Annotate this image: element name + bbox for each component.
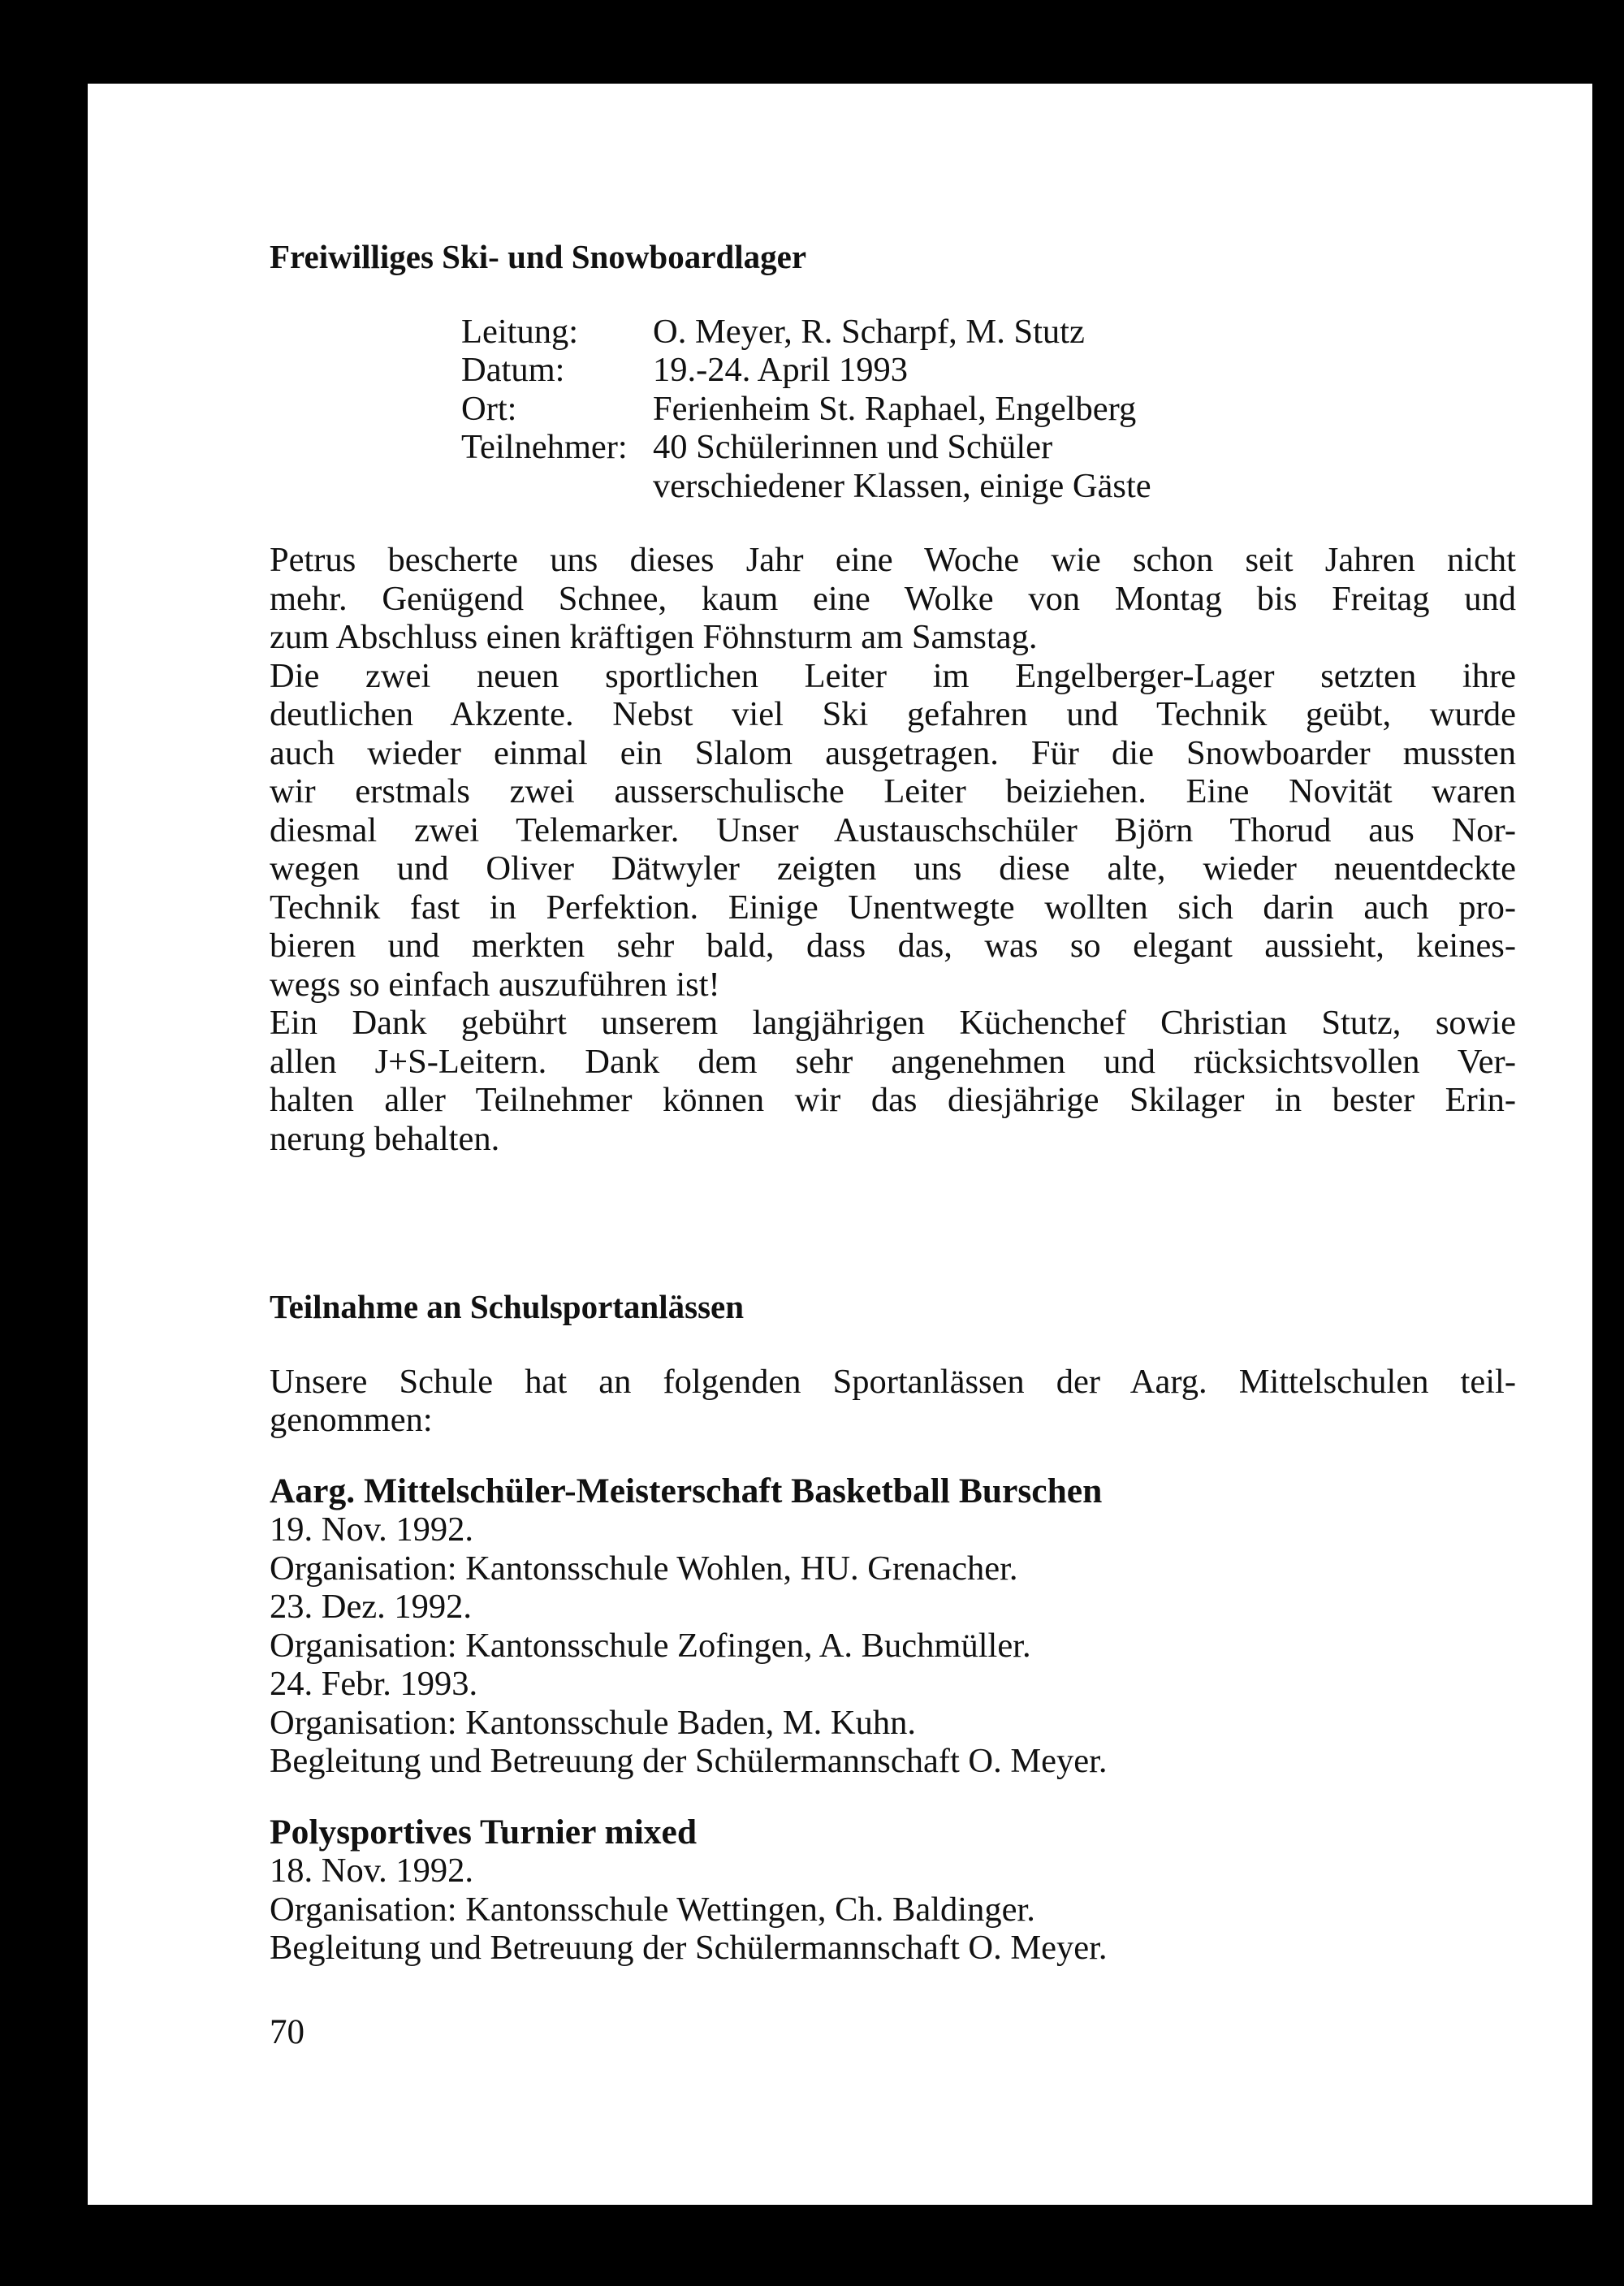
info-value: verschiedener Klassen, einige Gäste [653, 466, 1151, 505]
info-label: Teilnehmer: [461, 428, 628, 466]
report-line: Technik fast in Perfektion. Einige Unentwegte wollten sich darin auch pro- [270, 888, 1516, 927]
ski-camp-title: Freiwilliges Ski- und Snowboardlager [270, 238, 807, 275]
report-line: bieren und merkten sehr bald, dass das, was so elegant aussieht, keines- [270, 927, 1516, 965]
info-label: Ort: [461, 389, 517, 428]
basketball-section [270, 1472, 1516, 1781]
intro-line: genommen: [270, 1401, 433, 1439]
event-line: Organisation: Kantonsschule Baden, M. Kuhn. [270, 1703, 916, 1742]
info-label: Leitung: [461, 312, 578, 351]
report-line: Ein Dank gebührt unserem langjährigen Küchenchef Christian Stutz, sowie [270, 1004, 1516, 1042]
info-value: O. Meyer, R. Scharpf, M. Stutz [653, 312, 1085, 351]
polysport-title: Polysportives Turnier mixed [270, 1812, 698, 1852]
report-line: mehr. Genügend Schnee, kaum eine Wolke von Montag bis Freitag und [270, 579, 1516, 618]
info-row-teilnehmer-cont [461, 467, 1354, 506]
info-value: 19.-24. April 1993 [653, 351, 909, 389]
report-line: wegs so einfach auszuführen ist! [270, 965, 720, 1004]
event-line: Begleitung und Betreuung der Schülermannschaft O. Meyer. [270, 1742, 1108, 1780]
report-line: diesmal zwei Telemarker. Unser Austauschschüler Björn Thorud aus Nor- [270, 810, 1516, 849]
page-content [270, 238, 1516, 1968]
report-line: zum Abschluss einen kräftigen Föhnsturm am Samstag. [270, 618, 1038, 656]
info-label: Datum: [461, 351, 565, 389]
info-value: Ferienheim St. Raphael, Engelberg [653, 389, 1137, 428]
event-line: 23. Dez. 1992. [270, 1588, 473, 1626]
report-line: Die zwei neuen sportlichen Leiter im Engelberger-Lager setzten ihre [270, 656, 1516, 695]
event-line: Organisation: Kantonsschule Wettingen, Ch. Baldinger. [270, 1890, 1035, 1929]
report-line: wegen und Oliver Dätwyler zeigten uns diese alte, wieder neuentdeckte [270, 849, 1516, 888]
ski-camp-report [270, 541, 1516, 1158]
event-line: Organisation: Kantonsschule Zofingen, A. Buchmüller. [270, 1626, 1031, 1665]
event-line: 19. Nov. 1992. [270, 1510, 474, 1549]
report-line: halten aller Teilnehmer können wir das diesjährige Skilager in bester Erin- [270, 1081, 1516, 1119]
event-line: 24. Febr. 1993. [270, 1665, 478, 1703]
report-line: deutlichen Akzente. Nebst viel Ski gefahren und Technik geübt, wurde [270, 695, 1516, 733]
info-label [461, 467, 653, 506]
event-line: Begleitung und Betreuung der Schülermannschaft O. Meyer. [270, 1929, 1108, 1967]
info-row-datum [461, 351, 1354, 390]
info-row-leitung [461, 313, 1354, 352]
report-line: auch wieder einmal ein Slalom ausgetragen. Für die Snowboarder mussten [270, 733, 1516, 772]
document-page [88, 84, 1592, 2205]
event-line: Organisation: Kantonsschule Wohlen, HU. Grenacher. [270, 1549, 1018, 1588]
report-line: nerung behalten. [270, 1119, 500, 1158]
info-row-ort [461, 390, 1354, 429]
info-value: 40 Schülerinnen und Schüler [653, 428, 1053, 466]
ski-camp-info [461, 313, 1354, 506]
info-row-teilnehmer [461, 428, 1354, 467]
page-number: 70 [270, 2013, 304, 2051]
school-sports-intro [270, 1363, 1516, 1440]
report-line: wir erstmals zwei ausserschulische Leiter beiziehen. Eine Novität waren [270, 772, 1516, 810]
basketball-title: Aarg. Mittelschüler-Meisterschaft Basketball Burschen [270, 1471, 1103, 1510]
report-line: allen J+S-Leitern. Dank dem sehr angenehmen und rücksichtsvollen Ver- [270, 1042, 1516, 1081]
report-line: Petrus bescherte uns dieses Jahr eine Woche wie schon seit Jahren nicht [270, 541, 1516, 579]
school-sports-title: Teilnahme an Schulsportanlässen [270, 1288, 745, 1325]
polysport-section [270, 1813, 1516, 1968]
event-line: 18. Nov. 1992. [270, 1852, 474, 1890]
intro-line: Unsere Schule hat an folgenden Sportanlässen der Aarg. Mittelschulen teil- [270, 1362, 1516, 1401]
